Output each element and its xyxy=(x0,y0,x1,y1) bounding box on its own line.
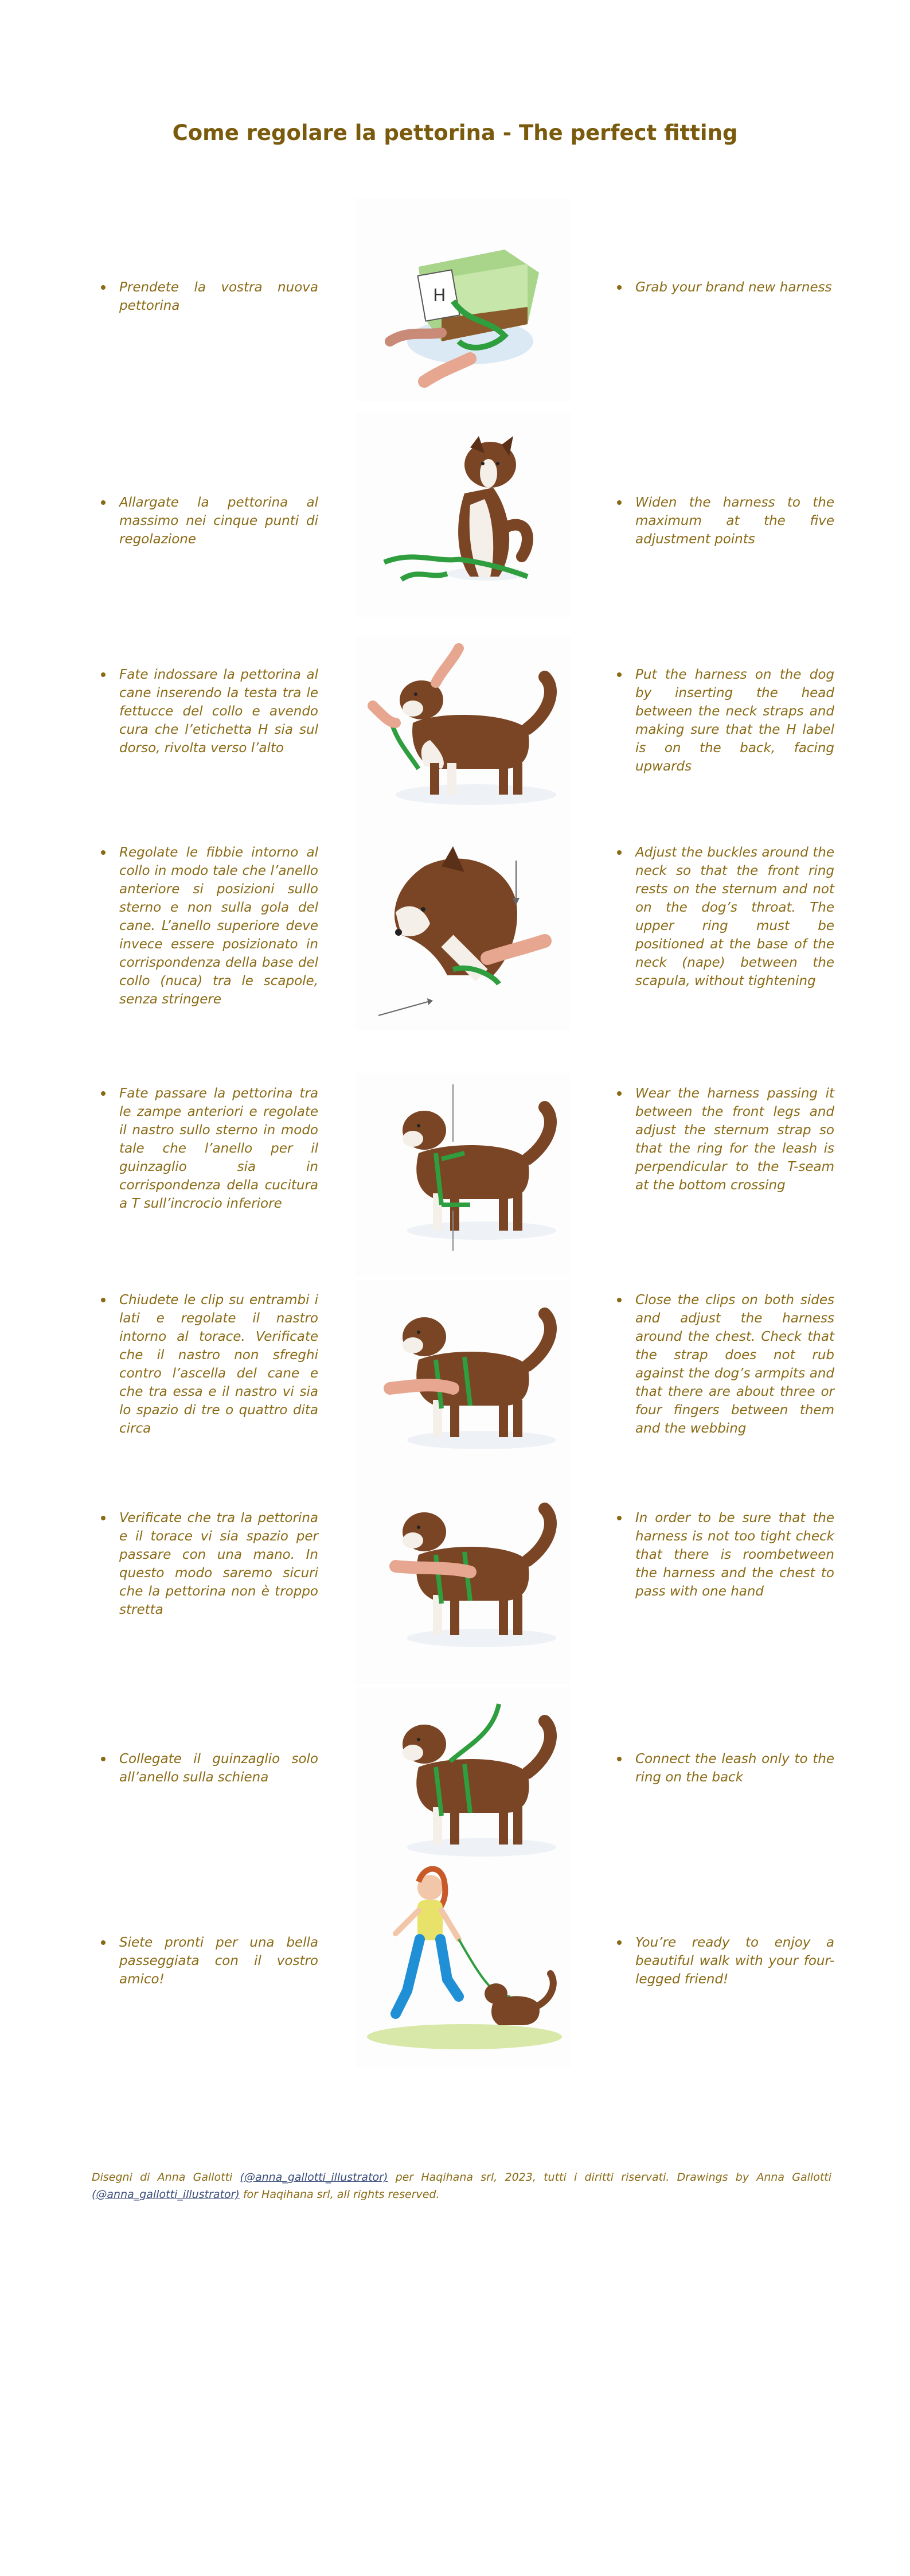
dog-sternum-strap-illustration xyxy=(356,1073,571,1277)
step-6-english: Close the clips on both sides and adjust the harness around the chest. Check that the strap does not rub against the dog’s armpits and that there are about three or four fingers between them and the webbing xyxy=(608,1291,834,1438)
footer-prefix: Disegni di Anna Gallotti xyxy=(92,2171,240,2184)
credits-footer xyxy=(92,2169,831,2203)
step-9-italian: Siete pronti per una bella passeggiata con il vostro amico! xyxy=(92,1933,318,1989)
dog-with-leash-illustration xyxy=(356,1687,571,1890)
harness-in-box-illustration xyxy=(356,198,571,402)
svg-text:H: H xyxy=(433,286,446,306)
instagram-link-2[interactable]: (@anna_gallotti_illustrator) xyxy=(92,2188,240,2201)
page-title: Come regolare la pettorina - The perfect fitting xyxy=(172,120,738,145)
girl-walking-dog-illustration xyxy=(356,1865,571,2068)
step-3-english: Put the harness on the dog by inserting the head between the neck straps and making sure that the H label is on the back, facing upwards xyxy=(608,666,834,776)
dog-with-open-harness-illustration xyxy=(356,413,571,617)
step-7-english: In order to be sure that the harness is not too tight check that there is roombetween the harness and the chest to pass with one hand xyxy=(608,1509,834,1601)
step-7-italian: Verificate che tra la pettorina e il torace vi sia spazio per passare con una mano. In questo modo saremo sicuri che la pettorina non è troppo stretta xyxy=(92,1509,318,1619)
step-8-italian: Collegate il guinzaglio solo all’anello sulla schiena xyxy=(92,1750,318,1787)
step-9-english: You’re ready to enjoy a beautiful walk with your four-legged friend! xyxy=(608,1933,834,1989)
step-2-english: Widen the harness to the maximum at the five adjustment points xyxy=(608,493,834,548)
footer-middle: per Haqihana srl, 2023, tutti i diritti riservati. Drawings by Anna Gallotti xyxy=(388,2171,831,2184)
footer-suffix: for Haqihana srl, all rights reserved. xyxy=(239,2188,440,2201)
step-4-english: Adjust the buckles around the neck so that the front ring rests on the sternum and not on the dog’s throat. The upper ring must be positioned at the base of the neck (nape) between the scapula, without tightening xyxy=(608,843,834,990)
dog-head-closeup-illustration xyxy=(356,826,571,1030)
step-8-english: Connect the leash only to the ring on the back xyxy=(608,1750,834,1787)
step-5-english: Wear the harness passing it between the front legs and adjust the sternum strap so that the ring for the leash is perpendicular to the T-seam at the bottom crossing xyxy=(608,1084,834,1194)
step-4-italian: Regolate le fibbie intorno al collo in modo tale che l’anello anteriore si posizioni sullo sterno e non sulla gola del cane. L’anello superiore deve invece essere posizionato in corrispondenza della base del collo (nuca) tra le scapole, senza stringere xyxy=(92,843,318,1009)
dog-putting-on-harness-illustration xyxy=(356,637,571,840)
step-1-italian: Prendete la vostra nuova pettorina xyxy=(92,278,318,315)
step-3-italian: Fate indossare la pettorina al cane inserendo la testa tra le fettucce del collo e avendo cura che l’etichetta H sia sul dorso, rivolta verso l’alto xyxy=(92,666,318,757)
step-6-italian: Chiudete le clip su entrambi i lati e regolate il nastro intorno al torace. Verificate che il nastro non sfreghi contro l’ascella del cane e che tra essa e il nastro vi sia lo spazio di tre o quattro dita circa xyxy=(92,1291,318,1438)
dog-hand-check-illustration xyxy=(356,1480,571,1684)
dog-chest-clips-illustration xyxy=(356,1279,571,1483)
instagram-link-1[interactable]: (@anna_gallotti_illustrator) xyxy=(240,2171,388,2184)
step-1-english: Grab your brand new harness xyxy=(608,278,834,297)
step-2-italian: Allargate la pettorina al massimo nei cinque punti di regolazione xyxy=(92,493,318,548)
step-5-italian: Fate passare la pettorina tra le zampe anteriori e regolate il nastro sullo sterno in modo tale che l’anello per il guinzaglio sia in corrispondenza della cucitura a T sull’incrocio inferiore xyxy=(92,1084,318,1213)
